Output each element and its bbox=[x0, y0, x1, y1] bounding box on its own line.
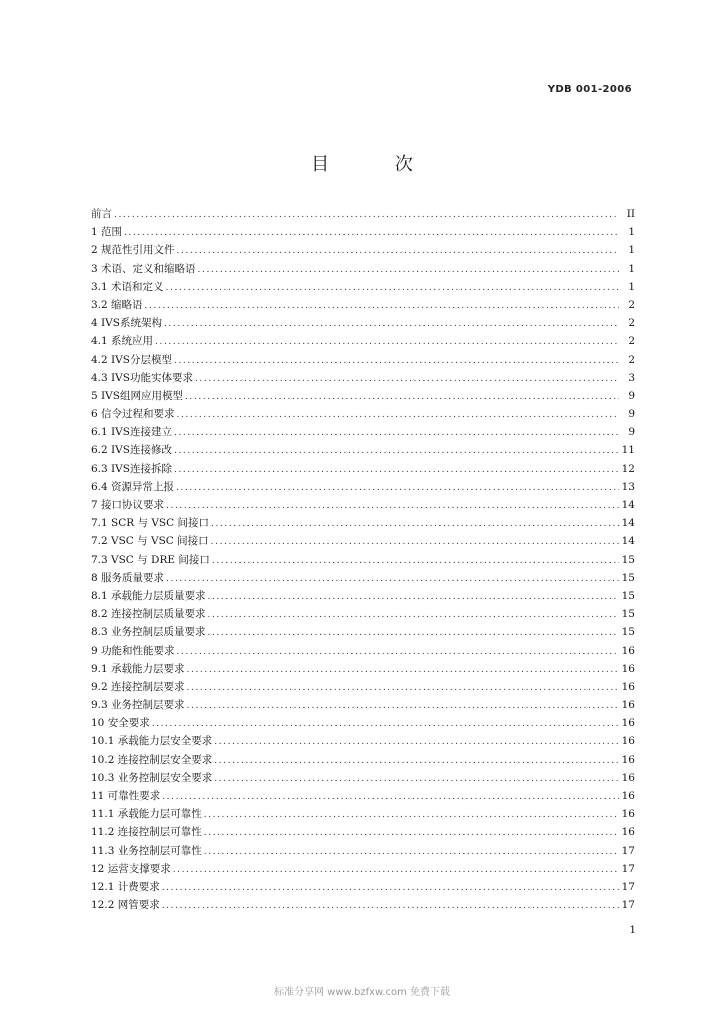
toc-entry-label: 8.2 连接控制层质量要求 bbox=[91, 608, 206, 621]
toc-entry-page: 14 bbox=[621, 499, 635, 511]
toc-entry-page: 16 bbox=[621, 662, 635, 675]
toc-entry[interactable] bbox=[91, 787, 635, 805]
toc-entry-page: 12 bbox=[621, 462, 635, 475]
toc-entry-label: 3 术语、定义和缩略语 bbox=[91, 262, 196, 275]
toc-entry-page: 3 bbox=[628, 371, 635, 384]
toc-entry-page: 16 bbox=[621, 826, 635, 839]
toc-entry[interactable] bbox=[91, 405, 635, 423]
toc-leader-dots bbox=[166, 497, 619, 515]
toc-leader-dots bbox=[187, 697, 619, 715]
toc-leader-dots bbox=[214, 770, 619, 788]
toc-entry-page: II bbox=[626, 208, 635, 220]
toc-leader-dots bbox=[177, 242, 619, 260]
toc-leader-dots bbox=[124, 224, 619, 242]
toc-entry-page: 14 bbox=[621, 535, 635, 548]
toc-entry-page: 17 bbox=[621, 844, 635, 857]
toc-entry-label: 6.2 IVS连接修改 bbox=[91, 444, 172, 457]
toc-entry-page: 9 bbox=[628, 426, 635, 439]
toc-leader-dots bbox=[204, 824, 619, 842]
toc-entry-label: 9.1 承载能力层要求 bbox=[91, 662, 185, 675]
toc-entry[interactable] bbox=[91, 860, 635, 878]
toc-entry[interactable] bbox=[91, 460, 635, 478]
toc-entry-page: 9 bbox=[628, 408, 635, 421]
toc-leader-dots bbox=[114, 206, 619, 224]
toc-entry-page: 1 bbox=[628, 226, 635, 239]
toc-leader-dots bbox=[208, 624, 619, 642]
toc-entry-label: 8.1 承载能力层质量要求 bbox=[91, 589, 206, 602]
toc-entry-page: 2 bbox=[628, 335, 635, 348]
toc-entry[interactable] bbox=[91, 278, 635, 296]
toc-entry[interactable] bbox=[91, 441, 635, 459]
toc-entry[interactable] bbox=[91, 551, 635, 569]
toc-entry-label: 4 IVS系统架构 bbox=[91, 317, 162, 330]
toc-entry[interactable] bbox=[91, 296, 635, 314]
toc-entry[interactable] bbox=[91, 514, 635, 532]
toc-entry-label: 10.3 业务控制层安全要求 bbox=[91, 771, 213, 784]
toc-entry-page: 16 bbox=[621, 771, 635, 784]
toc-entry-label: 11.3 业务控制层可靠性 bbox=[91, 844, 202, 857]
toc-leader-dots bbox=[155, 333, 619, 351]
toc-entry-page: 17 bbox=[621, 899, 635, 912]
toc-entry-label: 3.1 术语和定义 bbox=[91, 280, 164, 293]
toc-entry-label: 9.2 连接控制层要求 bbox=[91, 680, 185, 693]
toc-entry-page: 16 bbox=[621, 808, 635, 821]
toc-entry-label: 5 IVS组网应用模型 bbox=[91, 389, 183, 402]
page-title: 目 次 bbox=[311, 154, 443, 175]
toc-entry[interactable] bbox=[91, 732, 635, 750]
toc-entry-label: 7 接口协议要求 bbox=[91, 499, 165, 511]
toc-entry-label: 7.3 VSC 与 DRE 间接口 bbox=[91, 553, 210, 566]
toc-entry-page: 16 bbox=[621, 735, 635, 748]
watermark-text: 标准分享网 www.bzfxw.com 免费下载 bbox=[274, 987, 450, 998]
toc-entry-label: 12 运营支撑要求 bbox=[91, 862, 171, 875]
toc-entry-page: 16 bbox=[621, 790, 635, 802]
toc-entry[interactable] bbox=[91, 751, 635, 769]
toc-leader-dots bbox=[177, 643, 619, 661]
toc-entry-page: 15 bbox=[621, 571, 635, 584]
document-code: YDB 001-2006 bbox=[547, 84, 632, 95]
toc-entry-label: 12.2 网管要求 bbox=[91, 899, 160, 912]
toc-entry-page: 2 bbox=[628, 298, 635, 311]
toc-entry-page: 16 bbox=[621, 680, 635, 693]
toc-entry-page: 17 bbox=[621, 880, 635, 893]
toc-entry-page: 1 bbox=[628, 280, 635, 293]
toc-entry-label: 11 可靠性要求 bbox=[91, 790, 161, 802]
toc-entry-page: 16 bbox=[621, 644, 635, 657]
toc-entry-label: 11.2 连接控制层可靠性 bbox=[91, 826, 202, 839]
toc-entry[interactable] bbox=[91, 769, 635, 787]
toc-leader-dots bbox=[214, 752, 619, 770]
toc-entry-page: 2 bbox=[628, 317, 635, 330]
toc-leader-dots bbox=[162, 788, 619, 806]
toc-entry-label: 6.4 资源异常上报 bbox=[91, 480, 175, 493]
toc-leader-dots bbox=[204, 843, 619, 861]
toc-entry-label: 9.3 业务控制层要求 bbox=[91, 699, 185, 712]
toc-entry-label: 10 安全要求 bbox=[91, 717, 150, 730]
toc-entry[interactable] bbox=[91, 878, 635, 896]
toc-entry-page: 9 bbox=[628, 389, 635, 402]
toc-leader-dots bbox=[177, 406, 619, 424]
toc-leader-dots bbox=[162, 879, 619, 897]
toc-leader-dots bbox=[173, 861, 619, 879]
toc-leader-dots bbox=[174, 352, 619, 370]
table-of-contents bbox=[91, 205, 635, 914]
toc-entry-label: 9 功能和性能要求 bbox=[91, 644, 175, 657]
toc-entry[interactable] bbox=[91, 823, 635, 841]
toc-entry-page: 1 bbox=[628, 244, 635, 257]
toc-entry-label: 4.3 IVS功能实体要求 bbox=[91, 371, 193, 384]
toc-entry[interactable] bbox=[91, 241, 635, 259]
toc-leader-dots bbox=[187, 661, 619, 679]
toc-leader-dots bbox=[176, 479, 619, 497]
toc-entry-label: 前言 bbox=[91, 208, 112, 220]
toc-entry[interactable] bbox=[91, 623, 635, 641]
toc-entry[interactable] bbox=[91, 714, 635, 732]
toc-entry[interactable] bbox=[91, 642, 635, 660]
toc-entry[interactable] bbox=[91, 569, 635, 587]
toc-entry[interactable] bbox=[91, 496, 635, 514]
toc-entry[interactable] bbox=[91, 314, 635, 332]
toc-entry-page: 15 bbox=[621, 553, 635, 566]
toc-entry-label: 12.1 计费要求 bbox=[91, 880, 160, 893]
toc-entry-label: 7.1 SCR 与 VSC 间接口 bbox=[91, 517, 209, 530]
toc-entry-label: 8 服务质量要求 bbox=[91, 571, 165, 584]
toc-entry-label: 10.1 承载能力层安全要求 bbox=[91, 735, 213, 748]
toc-entry-label: 4.1 系统应用 bbox=[91, 335, 154, 348]
toc-leader-dots bbox=[208, 606, 619, 624]
toc-leader-dots bbox=[212, 552, 619, 570]
toc-entry[interactable] bbox=[91, 332, 635, 350]
toc-entry-label: 6 信令过程和要求 bbox=[91, 408, 175, 421]
toc-entry[interactable] bbox=[91, 205, 635, 223]
toc-entry-page: 15 bbox=[621, 589, 635, 602]
toc-entry[interactable] bbox=[91, 896, 635, 914]
toc-entry[interactable] bbox=[91, 587, 635, 605]
toc-entry[interactable] bbox=[91, 532, 635, 550]
toc-entry[interactable] bbox=[91, 678, 635, 696]
toc-entry[interactable] bbox=[91, 805, 635, 823]
toc-entry-label: 3.2 缩略语 bbox=[91, 298, 143, 311]
toc-leader-dots bbox=[174, 442, 619, 460]
toc-leader-dots bbox=[198, 261, 619, 279]
toc-leader-dots bbox=[145, 297, 619, 315]
toc-entry-label: 6.3 IVS连接拆除 bbox=[91, 462, 172, 475]
toc-leader-dots bbox=[211, 533, 619, 551]
toc-entry[interactable] bbox=[91, 387, 635, 405]
toc-leader-dots bbox=[174, 424, 619, 442]
toc-entry-label: 6.1 IVS连接建立 bbox=[91, 426, 172, 439]
toc-entry-page: 17 bbox=[621, 862, 635, 875]
toc-leader-dots bbox=[214, 733, 619, 751]
toc-leader-dots bbox=[166, 279, 619, 297]
toc-entry-label: 10.2 连接控制层安全要求 bbox=[91, 753, 213, 766]
toc-leader-dots bbox=[166, 570, 619, 588]
toc-entry[interactable] bbox=[91, 351, 635, 369]
toc-entry[interactable] bbox=[91, 660, 635, 678]
toc-leader-dots bbox=[152, 715, 619, 733]
toc-entry[interactable] bbox=[91, 260, 635, 278]
toc-entry-page: 13 bbox=[621, 480, 635, 493]
toc-entry[interactable] bbox=[91, 605, 635, 623]
toc-entry-label: 2 规范性引用文件 bbox=[91, 244, 175, 257]
toc-leader-dots bbox=[211, 515, 619, 533]
toc-entry-page: 1 bbox=[628, 262, 635, 275]
toc-entry[interactable] bbox=[91, 478, 635, 496]
toc-entry-label: 7.2 VSC 与 VSC 间接口 bbox=[91, 535, 209, 548]
toc-leader-dots bbox=[204, 806, 619, 824]
toc-leader-dots bbox=[162, 897, 619, 915]
toc-entry-label: 1 范围 bbox=[91, 226, 123, 239]
toc-entry-page: 11 bbox=[621, 444, 635, 457]
toc-entry-page: 14 bbox=[621, 517, 635, 530]
toc-entry[interactable] bbox=[91, 842, 635, 860]
toc-entry-label: 11.1 承载能力层可靠性 bbox=[91, 808, 202, 821]
toc-entry[interactable] bbox=[91, 223, 635, 241]
toc-leader-dots bbox=[174, 461, 619, 479]
toc-entry-page: 16 bbox=[621, 753, 635, 766]
toc-entry-page: 15 bbox=[621, 626, 635, 639]
toc-leader-dots bbox=[195, 370, 619, 388]
toc-entry[interactable] bbox=[91, 369, 635, 387]
toc-entry[interactable] bbox=[91, 423, 635, 441]
toc-leader-dots bbox=[208, 588, 619, 606]
page-number: 1 bbox=[629, 924, 636, 936]
toc-leader-dots bbox=[185, 388, 619, 406]
toc-entry[interactable] bbox=[91, 696, 635, 714]
toc-leader-dots bbox=[164, 315, 619, 333]
toc-leader-dots bbox=[187, 679, 619, 697]
toc-entry-page: 16 bbox=[621, 699, 635, 712]
toc-entry-page: 2 bbox=[628, 353, 635, 366]
toc-entry-page: 15 bbox=[621, 608, 635, 621]
toc-entry-label: 8.3 业务控制层质量要求 bbox=[91, 626, 206, 639]
toc-entry-label: 4.2 IVS分层模型 bbox=[91, 353, 172, 366]
toc-entry-page: 16 bbox=[621, 717, 635, 730]
